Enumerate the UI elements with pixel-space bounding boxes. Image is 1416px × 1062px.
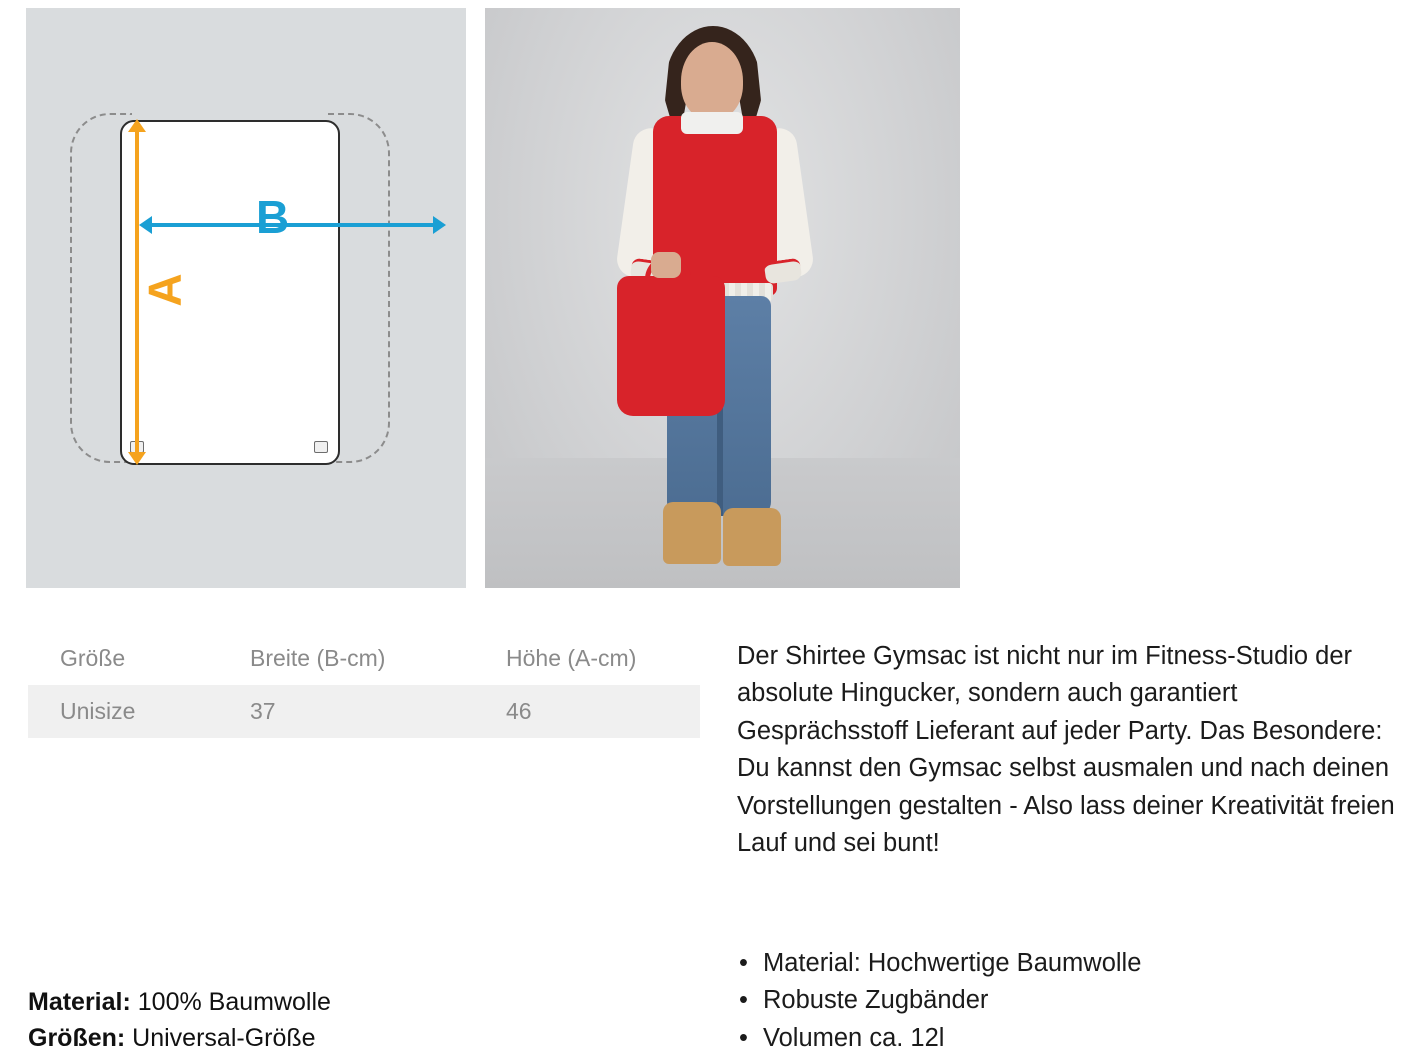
column-header-height: Höhe (A-cm)	[506, 645, 637, 671]
size-table-body	[28, 685, 700, 738]
list-item: • Robuste Zugbänder	[737, 982, 1397, 1019]
list-item: • Volumen ca. 12l	[737, 1020, 1397, 1057]
column-header-width: Breite (B-cm)	[250, 645, 386, 671]
material-line	[28, 985, 331, 1021]
model-jacket-collar	[681, 112, 743, 134]
model-head	[681, 42, 743, 120]
cell-height: 46	[506, 698, 532, 724]
gymsac-red-bag	[617, 276, 725, 416]
sizes-value: Universal-Größe	[132, 1023, 316, 1052]
gymsac-diagram	[56, 103, 446, 493]
model-hand	[651, 252, 681, 278]
list-item: • Material: Hochwertige Baumwolle	[737, 945, 1397, 982]
table-row	[28, 685, 700, 738]
cell-size: Unisize	[60, 698, 136, 724]
model-boot-right	[723, 508, 781, 566]
size-table	[28, 632, 700, 738]
model-boot-left	[663, 502, 721, 564]
cell-width: 37	[250, 698, 276, 724]
image-row	[26, 8, 1396, 588]
product-description	[737, 638, 1397, 863]
size-table-head	[28, 632, 700, 685]
product-photo	[485, 8, 960, 588]
material-value: 100% Baumwolle	[137, 988, 331, 1016]
width-arrow-icon	[151, 223, 434, 227]
sizes-line	[28, 1021, 331, 1057]
grommet-right-icon	[314, 441, 328, 453]
description-paragraph: Der Shirtee Gymsac ist nicht nur im Fitness-Studio der absolute Hingucker, sondern auch garantiert Gesprächsstoff Lieferant auf jeder Party. Das Besondere: Du kannst den Gymsac selbst ausmalen und nach deinen Vorstellungen gestalten - Also lass deiner Kreativität freien Lauf und sei bunt!	[737, 642, 1395, 858]
size-chart-illustration	[26, 8, 466, 588]
height-dimension-label: A	[138, 273, 191, 307]
sizes-label: Größen:	[28, 1023, 126, 1052]
column-header-size: Größe	[60, 645, 126, 671]
material-info	[28, 985, 331, 1056]
width-dimension-label: B	[256, 191, 290, 243]
table-header-row	[28, 632, 700, 685]
material-label: Material:	[28, 988, 131, 1016]
feature-list	[737, 945, 1397, 1057]
